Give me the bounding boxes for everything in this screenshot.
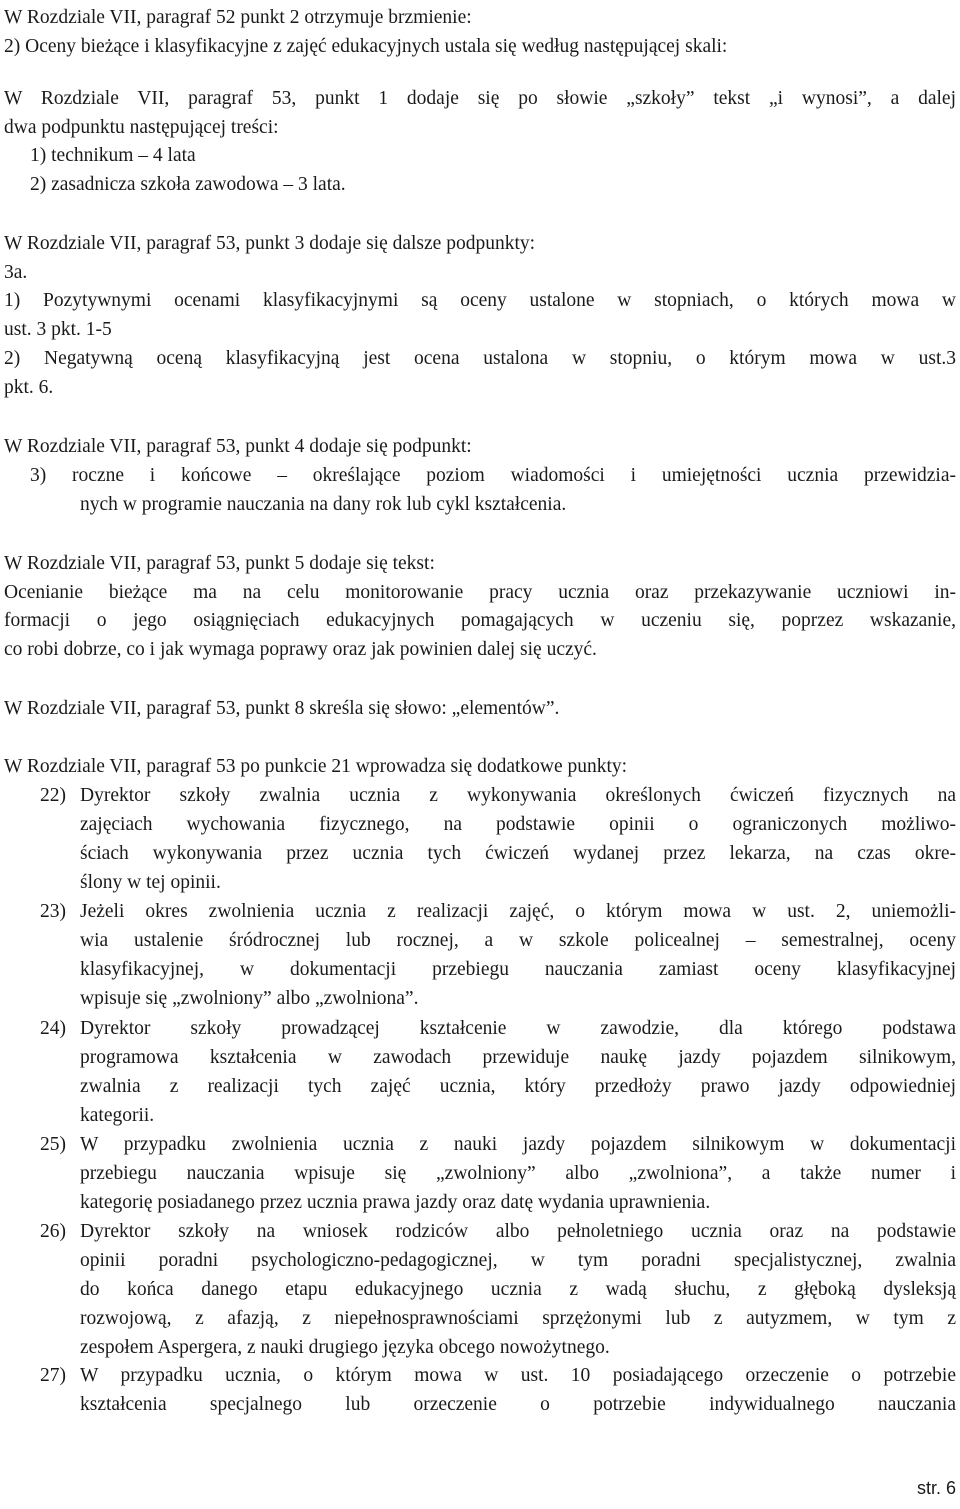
paragraph-text: formacji o jego osiągnięciach edukacyjnych pomagających w uczeniu się, poprzez wskazanie,: [4, 610, 956, 631]
paragraph-text: 2) Oceny bieżące i klasyfikacyjne z zajęć edukacyjnych ustala się według następującej skali:: [4, 36, 728, 57]
list-item-line: kategorię posiadanego przez ucznia prawa jazdy oraz datę wydania uprawnienia.: [80, 1192, 711, 1213]
list-item-line: wpisuje się „zwolniony” albo „zwolniona”.: [80, 988, 419, 1009]
list-item-number: 26): [40, 1221, 66, 1242]
paragraph-text: 1) Pozytywnymi ocenami klasyfikacyjnymi są oceny ustalone w stopniach, o których mowa w: [4, 290, 956, 311]
list-item-line: Dyrektor szkoły zwalnia ucznia z wykonywania określonych ćwiczeń fizycznych na: [80, 785, 956, 806]
list-item-line: ślony w tej opinii.: [80, 872, 221, 893]
list-item-line: W przypadku zwolnienia ucznia z nauki jazdy pojazdem silnikowym w dokumentacji: [80, 1134, 956, 1155]
paragraph-text: pkt. 6.: [4, 377, 54, 398]
list-item-line: ściach wykonywania przez ucznia tych ćwiczeń wydanej przez lekarza, na czas okre-: [80, 843, 956, 864]
list-item-number: 22): [40, 785, 66, 806]
list-item-line: kształcenia specjalnego lub orzeczenie o potrzebie indywidualnego nauczania: [80, 1394, 956, 1415]
list-item-line: zespołem Aspergera, z nauki drugiego języka obcego nowożytnego.: [80, 1337, 610, 1358]
paragraph-heading: W Rozdziale VII, paragraf 53 po punkcie 21 wprowadza się dodatkowe punkty:: [4, 756, 628, 777]
list-item-number: 24): [40, 1018, 66, 1039]
list-item-line: do końca danego etapu edukacyjnego ucznia z wadą słuchu, z głęboką dysleksją: [80, 1279, 956, 1300]
list-item: 2) zasadnicza szkoła zawodowa – 3 lata.: [30, 174, 346, 195]
list-item-line: Dyrektor szkoły prowadzącej kształcenie w zawodzie, dla którego podstawa: [80, 1018, 956, 1039]
paragraph-heading: W Rozdziale VII, paragraf 53, punkt 1 dodaje się po słowie „szkoły” tekst „i wynosi”, a dalej: [4, 88, 956, 109]
list-item-line: opinii poradni psychologiczno-pedagogicznej, w tym poradni specjalistycznej, zwalnia: [80, 1250, 956, 1271]
list-item-line: programowa kształcenia w zawodach przewiduje naukę jazdy pojazdem silnikowym,: [80, 1047, 956, 1068]
paragraph-text: dwa podpunktu następującej treści:: [4, 117, 279, 138]
paragraph-heading: W Rozdziale VII, paragraf 53, punkt 8 skreśla się słowo: „elementów”.: [4, 698, 560, 719]
list-item-line: Jeżeli okres zwolnienia ucznia z realizacji zajęć, o którym mowa w ust. 2, uniemożli-: [80, 901, 956, 922]
list-item-line: przebiegu nauczania wpisuje się „zwolniony” albo „zwolniona”, a także numer i: [80, 1163, 956, 1184]
paragraph-text: Ocenianie bieżące ma na celu monitorowanie pracy ucznia oraz przekazywanie uczniowi in-: [4, 582, 956, 603]
paragraph-text: 3a.: [4, 262, 28, 283]
list-item-line: zajęciach wychowania fizycznego, na podstawie opinii o ograniczonych możliwo-: [80, 814, 956, 835]
list-item-line: rozwojową, z afazją, z niepełnosprawnościami sprzężonymi lub z autyzmem, w tym z: [80, 1308, 956, 1329]
list-item: nych w programie nauczania na dany rok lub cykl kształcenia.: [80, 494, 567, 515]
paragraph-heading: W Rozdziale VII, paragraf 52 punkt 2 otrzymuje brzmienie:: [4, 7, 472, 28]
list-item-line: wia ustalenie śródrocznej lub rocznej, a w szkole policealnej – semestralnej, oceny: [80, 930, 956, 951]
list-item-line: zwalnia z realizacji tych zajęć ucznia, który przedłoży prawo jazdy odpowiedniej: [80, 1076, 956, 1097]
list-item-number: 25): [40, 1134, 66, 1155]
list-item: 1) technikum – 4 lata: [30, 145, 196, 166]
paragraph-text: ust. 3 pkt. 1-5: [4, 319, 112, 340]
paragraph-text: co robi dobrze, co i jak wymaga poprawy oraz jak powinien dalej się uczyć.: [4, 639, 597, 660]
paragraph-heading: W Rozdziale VII, paragraf 53, punkt 5 dodaje się tekst:: [4, 553, 435, 574]
list-item-number: 23): [40, 901, 66, 922]
list-item-line: Dyrektor szkoły na wniosek rodziców albo pełnoletniego ucznia oraz na podstawie: [80, 1221, 956, 1242]
paragraph-text: 2) Negatywną oceną klasyfikacyjną jest ocena ustalona w stopniu, o którym mowa w ust.3: [4, 348, 956, 369]
list-item-line: kategorii.: [80, 1105, 155, 1126]
list-item-line: klasyfikacyjnej, w dokumentacji przebiegu nauczania zamiast oceny klasyfikacyjnej: [80, 959, 956, 980]
list-item-number: 27): [40, 1365, 66, 1386]
paragraph-heading: W Rozdziale VII, paragraf 53, punkt 4 dodaje się podpunkt:: [4, 436, 472, 457]
list-item: 3) roczne i końcowe – określające poziom wiadomości i umiejętności ucznia przewidzia-: [30, 465, 956, 486]
paragraph-heading: W Rozdziale VII, paragraf 53, punkt 3 dodaje się dalsze podpunkty:: [4, 233, 536, 254]
page-number: str. 6: [916, 1478, 956, 1498]
list-item-line: W przypadku ucznia, o którym mowa w ust. 10 posiadającego orzeczenie o potrzebie: [80, 1365, 956, 1386]
